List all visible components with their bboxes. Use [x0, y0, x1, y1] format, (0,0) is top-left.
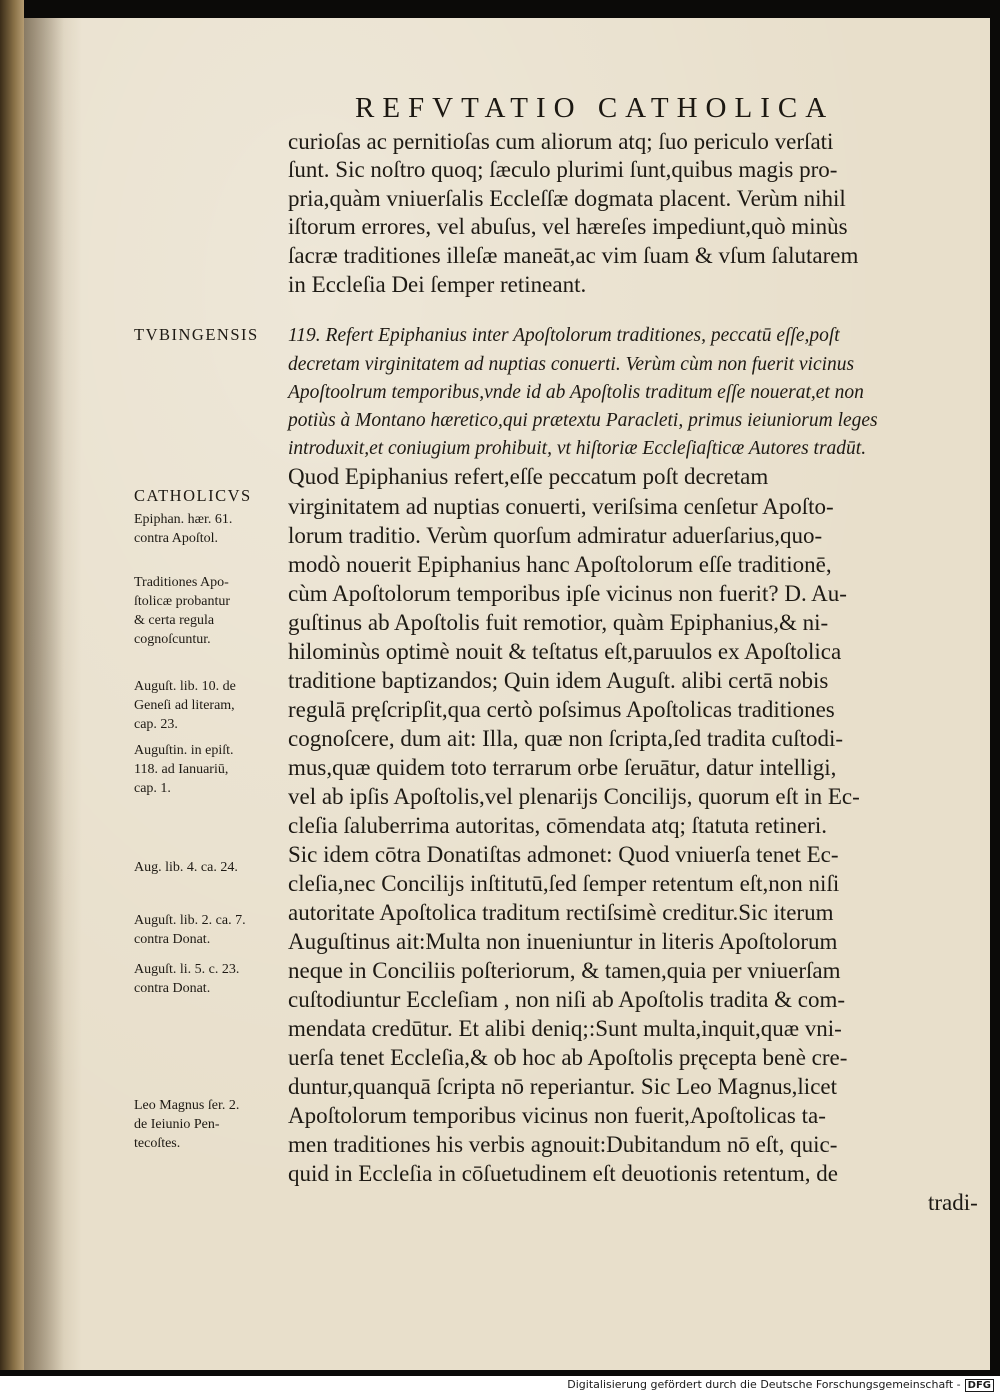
body-line: Apoſtolorum temporibus vicinus non fuerit,Apoſtolicas ta-	[288, 1103, 826, 1128]
body-line: guſtinus ab Apoſtolis fuit remotior, quàm Epiphanius,& ni-	[288, 610, 829, 635]
body-line: Apoſtoolrum temporibus,vnde id ab Apoſtolis traditum eſſe nouerat,et non	[288, 382, 864, 403]
body-line: Auguſtinus ait:Multa non inueniuntur in literis Apoſtolorum	[288, 929, 838, 954]
dfg-logo: DFG	[965, 1379, 994, 1392]
margin-note-line: Geneſi ad literam,	[134, 698, 235, 713]
margin-note-line: contra Donat.	[134, 981, 211, 996]
body-line: ſunt. Sic noſtro quoq; ſæculo plurimi ſunt,quibus magis pro-	[288, 157, 838, 182]
body-line: uerſa tenet Eccleſia,& ob hoc ab Apoſtolis pręcepta benè cre-	[288, 1045, 848, 1070]
margin-note-line: cognoſcuntur.	[134, 632, 211, 647]
body-line: autoritate Apoſtolica traditum rectiſsimè creditur.Sic iterum	[288, 900, 834, 925]
body-line: men traditiones his verbis agnouit:Dubitandum nō eſt, quic-	[288, 1132, 838, 1157]
margin-note-line: Auguſt. lib. 10. de	[134, 679, 236, 694]
body-line: vel ab ipſis Apoſtolis,vel plenarijs Concilijs, quorum eſt in Ec-	[288, 784, 860, 809]
body-line: introduxit,et coniugium prohibuit, vt hiſtoriæ Eccleſiaſticæ Autores tradūt.	[288, 438, 867, 459]
body-line: mendata credūtur. Et alibi deniq;:Sunt multa,inquit,quæ vni-	[288, 1016, 842, 1041]
margin-note	[134, 911, 246, 949]
margin-note-line: Traditiones Apo-	[134, 575, 229, 590]
margin-speaker-heading	[134, 486, 252, 505]
margin-note	[134, 960, 239, 998]
margin-note-line: Epiphan. hær. 61.	[134, 512, 233, 527]
margin-note-line: CATHOLICVS	[134, 486, 252, 505]
footer-credit: Digitalisierung gefördert durch die Deutsche Forschungsgemeinschaft -	[567, 1378, 961, 1391]
margin-note-line: 118. ad Ianuariū,	[134, 762, 229, 777]
binding-shadow	[24, 18, 64, 1370]
margin-note-line: contra Apoſtol.	[134, 531, 218, 546]
margin-note-line: contra Donat.	[134, 932, 211, 947]
body-line: in Eccleſia Dei ſemper retineant.	[288, 272, 587, 297]
body-line: quid in Eccleſia in cōſuetudinem eſt deuotionis retentum, de	[288, 1161, 838, 1186]
body-line: cognoſcere, dum ait: Illa, quæ non ſcripta,ſed tradita cuſtodi-	[288, 726, 844, 751]
margin-note-line: TVBINGENSIS	[134, 325, 259, 344]
margin-note-line: Auguſtin. in epiſt.	[134, 743, 234, 758]
margin-note-line: de Ieiunio Pen-	[134, 1117, 220, 1132]
margin-note-line: & certa regula	[134, 613, 215, 628]
margin-note	[134, 741, 234, 798]
margin-note	[134, 858, 238, 877]
body-line: virginitatem ad nuptias conuerti, veriſsima cenſetur Apoſto-	[288, 494, 834, 519]
body-line: curioſas ac pernitioſas cum aliorum atq; ſuo periculo verſati	[288, 129, 834, 154]
body-line: cleſia ſaluberrima autoritas, cōmendata atq; ſtatuta retineri.	[288, 813, 827, 838]
margin-note-line: Aug. lib. 4. ca. 24.	[134, 860, 238, 875]
body-line: lorum traditio. Verùm quorſum admiratur aduerſarius,quo-	[288, 523, 823, 548]
margin-note	[134, 510, 232, 548]
body-line: tradi-	[928, 1190, 978, 1215]
margin-note	[134, 677, 236, 734]
body-line: cùm Apoſtolorum temporibus ipſe vicinus non fuerit? D. Au-	[288, 581, 847, 606]
body-line: cuſtodiuntur Eccleſiam , non niſi ab Apoſtolis tradita & com-	[288, 987, 845, 1012]
body-line: modò nouerit Epiphanius hanc Apoſtolorum eſſe traditionē,	[288, 552, 832, 577]
margin-note-line: ſtolicæ probantur	[134, 594, 231, 609]
body-line: ſacræ traditiones illeſæ maneāt,ac vim ſuam & vſum ſalutarem	[288, 243, 859, 268]
margin-note-line: Auguſt. li. 5. c. 23.	[134, 962, 240, 977]
running-head: REFVTATIO CATHOLICA	[355, 92, 835, 124]
body-line: cleſia,nec Concilijs inſtitutū,ſed ſemper retentum eſt,non niſi	[288, 871, 840, 896]
margin-note	[134, 573, 230, 649]
body-line: decretam virginitatem ad nuptias conuerti. Verùm cùm non fuerit vicinus	[288, 354, 855, 375]
body-line: 119. Refert Epiphanius inter Apoſtolorum traditiones, peccatū eſſe,poſt	[288, 325, 840, 346]
body-line: regulā pręſcripſit,qua certò poſsimus Apoſtolicas traditiones	[288, 697, 835, 722]
body-line: hilominùs optimè nouit & teſtatus eſt,paruulos ex Apoſtolica	[288, 639, 842, 664]
body-line: Sic idem cōtra Donatiſtas admonet: Quod vniuerſa tenet Ec-	[288, 842, 839, 867]
footer-bar	[0, 1376, 1000, 1395]
margin-speaker-heading	[134, 325, 259, 344]
margin-note-line: tecoſtes.	[134, 1136, 181, 1151]
margin-note-line: cap. 23.	[134, 717, 178, 732]
body-line: potiùs à Montano hæretico,qui prætextu Paracleti, primus ieiuniorum leges	[288, 410, 878, 431]
body-line: Quod Epiphanius refert,eſſe peccatum poſt decretam	[288, 464, 769, 489]
margin-note-line: cap. 1.	[134, 781, 171, 796]
margin-note-line: Leo Magnus ſer. 2.	[134, 1098, 240, 1113]
margin-note	[134, 1096, 239, 1153]
body-line: duntur,quanquā ſcripta nō reperiantur. Sic Leo Magnus,licet	[288, 1074, 838, 1099]
margin-note-line: Auguſt. lib. 2. ca. 7.	[134, 913, 246, 928]
body-line: mus,quæ quidem toto terrarum orbe ſeruātur, datur intelligi,	[288, 755, 837, 780]
body-line: iſtorum errores, vel abuſus, vel hæreſes impediunt,quò minùs	[288, 214, 848, 239]
body-line: traditione baptizandos; Quin idem Auguſt. alibi certā nobis	[288, 668, 829, 693]
body-line: pria,quàm vniuerſalis Eccleſſæ dogmata placent. Verùm nihil	[288, 186, 846, 211]
page-fore-edge	[0, 0, 24, 1370]
body-line: neque in Conciliis poſteriorum, & tamen,quia per vniuerſam	[288, 958, 841, 983]
